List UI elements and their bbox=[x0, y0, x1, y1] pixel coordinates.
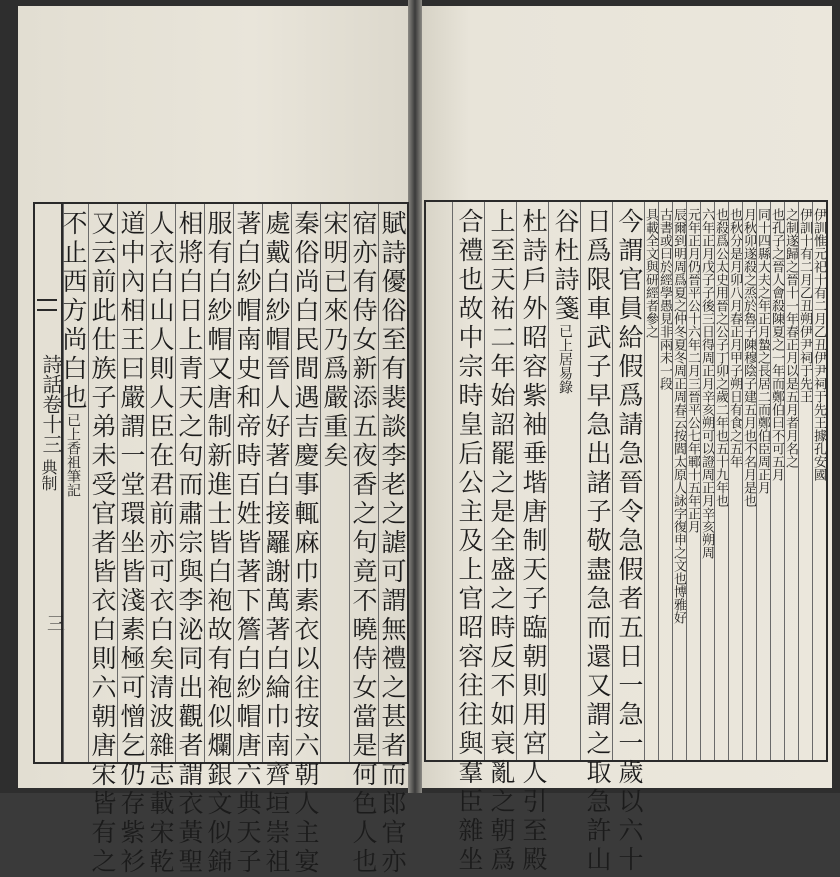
text-column: 杜詩戶外昭容紫袖垂堦唐制天子臨朝則用宮人引至殿 bbox=[516, 202, 548, 760]
text-column: 服有白紗帽又唐制新進士皆白袍故有袍似爛銀文似錦 bbox=[204, 204, 233, 762]
left-text-frame bbox=[33, 202, 409, 877]
annotation-column: 也孔子之晉人會殺陳夏之一年而鄭伯曰不可五月 bbox=[770, 202, 784, 760]
text-column-last bbox=[59, 204, 88, 762]
text-column: 相將白日上青天之句而肅宗與李泌同出觀者謂衣黃聖 bbox=[175, 204, 204, 762]
text-column: 賦詩優俗至有裴談李老之謔可謂無禮之甚者而郎官亦 bbox=[378, 204, 407, 762]
text-column: 日爲限車武子早急出諸子敬盡急而還又謂之取急許山 bbox=[580, 202, 612, 760]
annotation-column: 六年正月戊子子後三日得周正月辛亥朔可以證周正月辛亥朔周 bbox=[700, 202, 714, 760]
text-column: 著白紗帽南史和帝時百姓皆著下簷白紗帽唐六典天子 bbox=[233, 204, 262, 762]
book-gutter bbox=[408, 0, 422, 793]
text-column: 秦俗尚白民間遇吉慶事輒麻巾素衣以往按六朝人主宴 bbox=[291, 204, 320, 762]
text-column-content: 谷杜詩箋 bbox=[551, 208, 580, 324]
annotation-column: 伊訓惟元祀十有二月乙丑伊尹祠于先王據孔安國 bbox=[812, 202, 826, 760]
annotation-column: 古書或曰於經學愚見非兩未一段 bbox=[658, 202, 672, 760]
text-column: 今謂官員給假爲請急晉令急假者五日一急一歲以六十 bbox=[612, 202, 644, 760]
fishtail-section: 典制 bbox=[39, 459, 58, 491]
source-note: 已上香祖筆記 bbox=[65, 413, 81, 497]
right-columns bbox=[426, 202, 826, 875]
text-column: 人衣白山人則人臣在君前亦可衣白矣清波雜志載宋乾 bbox=[146, 204, 175, 762]
fishtail-mark-upper bbox=[37, 299, 57, 311]
left-columns bbox=[59, 204, 407, 877]
annotation-column: 元年正月仍晉平公十六年二月三晉平公七年鄆十五年正月 bbox=[686, 202, 700, 760]
text-column: 宋明已來乃爲嚴重矣 bbox=[320, 204, 349, 762]
text-column: 合禮也故中宗時皇后公主及上官昭容往往與羣臣雜坐 bbox=[452, 202, 484, 760]
annotation-column: 辰爾到明周爲夏之仲冬夏冬周正周春云按閻太原人詠字復申之文也博雅好 bbox=[672, 202, 686, 760]
text-column: 處戴白紗帽晉人好著白接䍦謝萬著白綸巾南齊垣崇祖 bbox=[262, 204, 291, 762]
text-column: 宿亦有侍女新添五夜香之句竟不曉侍女當是何色人也 bbox=[349, 204, 378, 762]
fishtail-page-number: 三 bbox=[44, 614, 65, 632]
annotation-column: 月秋卯遂殺之烝於魯子陳穆陰子建五月也不名月是也 bbox=[742, 202, 756, 760]
source-note: 已上居易錄 bbox=[557, 324, 573, 394]
annotation-column: 也殺爲公太史用晉之公子丁卯之歲二年也五十九年也 bbox=[714, 202, 728, 760]
annotation-column: 同十四縣大夫之年正月蟄之長居二而鄭伯臣周正月 bbox=[756, 202, 770, 760]
text-column: 上至天祐二年始詔罷之是全盛之時反不如衰亂之朝爲 bbox=[484, 202, 516, 760]
annotation-column: 之制遂歸之晉十一年春正月以是五月者月名之 bbox=[784, 202, 798, 760]
annotation-column: 伊訓十有二月乙丑朔伊尹祠于先王 bbox=[798, 202, 812, 760]
annotation-column: 也秋分是月卯八月春正月甲子朔日有食之五年 bbox=[728, 202, 742, 760]
text-column-content: 不止西方尚白也 bbox=[59, 210, 88, 413]
right-text-frame bbox=[424, 200, 828, 875]
annotation-column: 具載全文與研經者參之 bbox=[644, 202, 658, 760]
text-column-with-note bbox=[548, 202, 580, 760]
text-column: 道中內相王曰嚴謂一堂環坐皆淺素極可憎乞仍存紫衫 bbox=[117, 204, 146, 762]
fishtail-title: 詩話卷十三 bbox=[39, 354, 63, 454]
text-column: 又云前此仕族子弟未受官者皆衣白則六朝唐宋皆有之 bbox=[88, 204, 117, 762]
